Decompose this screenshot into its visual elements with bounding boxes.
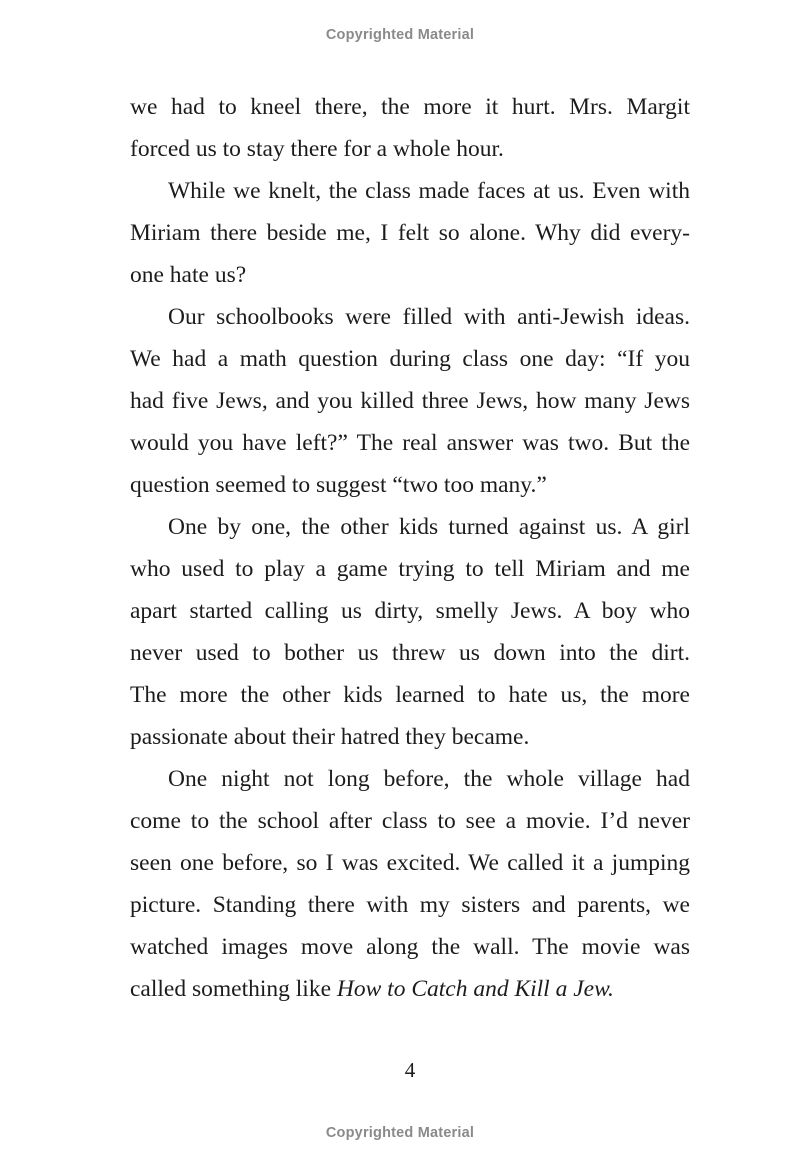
text-line: Our schoolbooks were filled with anti-Jewish ideas. <box>168 304 690 330</box>
text-line: While we knelt, the class made faces at us. Even with <box>168 178 690 204</box>
text-line: never used to bother us threw us down into the dirt. <box>130 640 690 666</box>
text-fragment: called something like <box>130 976 337 1002</box>
text-line: seen one before, so I was excited. We called it a jumping <box>130 850 690 876</box>
text-line: had five Jews, and you killed three Jews, how many Jews <box>130 388 690 414</box>
copyright-watermark-top: Copyrighted Material <box>325 27 475 43</box>
text-line: Miriam there beside me, I felt so alone. Why did every- <box>130 220 690 246</box>
text-line: picture. Standing there with my sisters and parents, we <box>130 892 690 918</box>
copyright-watermark-bottom: Copyrighted Material <box>325 1125 475 1141</box>
text-line: question seemed to suggest “two too many.” <box>130 472 547 498</box>
text-line: watched images move along the wall. The movie was <box>130 934 690 960</box>
text-line: come to the school after class to see a movie. I’d never <box>130 808 690 834</box>
text-line: The more the other kids learned to hate us, the more <box>130 682 690 708</box>
text-line: We had a math question during class one day: “If you <box>130 346 690 372</box>
text-line: who used to play a game trying to tell Miriam and me <box>130 556 690 582</box>
text-line: One night not long before, the whole village had <box>168 766 690 792</box>
text-line: we had to kneel there, the more it hurt. Mrs. Margit <box>130 94 690 120</box>
page-body <box>130 86 690 1010</box>
text-line: apart started calling us dirty, smelly Jews. A boy who <box>130 598 690 624</box>
text-line-with-title <box>130 968 690 1010</box>
text-line: passionate about their hatred they became. <box>130 724 530 750</box>
text-line: would you have left?” The real answer was two. But the <box>130 430 690 456</box>
text-line: one hate us? <box>130 262 247 288</box>
text-line: One by one, the other kids turned against us. A girl <box>168 514 690 540</box>
page-number: 4 <box>404 1058 416 1082</box>
text-line: forced us to stay there for a whole hour. <box>130 136 504 162</box>
movie-title: How to Catch and Kill a Jew. <box>336 976 614 1002</box>
